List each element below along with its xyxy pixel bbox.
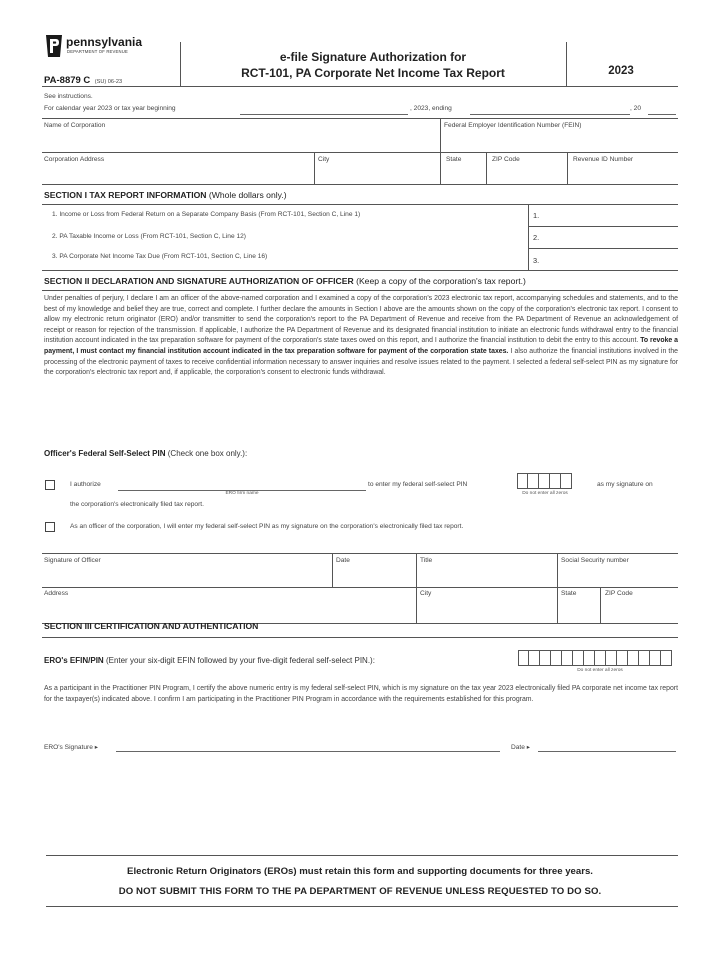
opt2-text: As an officer of the corporation, I will enter my federal self-select PIN as my signature on the corporation's electronically filed tax report. — [70, 523, 464, 530]
zip-field[interactable]: ZIP Code — [492, 156, 520, 163]
section2-heading — [44, 276, 526, 286]
pin-heading-title: Officer's Federal Self-Select PIN — [44, 449, 166, 458]
efin-digit-box[interactable] — [606, 650, 617, 666]
pin-digit-box[interactable] — [550, 473, 561, 489]
form-version: (SU) 06-23 — [94, 79, 123, 85]
ero-date-field[interactable] — [538, 751, 676, 752]
opt1-enter-pin: to enter my federal self-select PIN — [368, 481, 468, 488]
declaration-text-a: Under penalties of perjury, I declare I am an officer of the above-named corporation and I examined a copy of the corporation's 2023 electronic tax report, accompanying schedules and statements, and to the best of my knowledge and belief they are true, correct and complete. I further declare the amounts in Section I above are the amounts shown on the copy of the corporation's electronic tax report. I consent to allow my electronic return originator (ERO) and/or transmitter to send the corporation's report to the PA Department of Revenue and receive from the PA Department of Revenue an acknowledgement of receipt or reason for rejection of the transmission. If applicable, I authorize the PA Department of Revenue and its designated financial institution to initiate an electronic funds withdrawal entry to the financial institution account indicated in the tax preparation software for payment of the corporation's state taxes owed on this report, and I authorize the financial institution to debit the entry to this account. — [44, 295, 678, 345]
section2-title: SECTION II DECLARATION AND SIGNATURE AUTHORIZATION OF OFFICER — [44, 276, 354, 286]
footer-do-not-submit: DO NOT SUBMIT THIS FORM TO THE PA DEPARTMENT OF REVENUE UNLESS REQUESTED TO DO SO. — [118, 886, 602, 897]
officer-pin-boxes[interactable] — [517, 473, 572, 489]
opt1-signature-on: as my signature on — [597, 481, 653, 488]
section1-line3-num: 3. — [533, 256, 540, 265]
efin-digit-box[interactable] — [573, 650, 584, 666]
efin-digit-box[interactable] — [628, 650, 639, 666]
agency-sub: DEPARTMENT OF REVENUE — [67, 49, 128, 54]
officer-enter-pin-checkbox[interactable] — [45, 522, 55, 532]
declaration-paragraph — [44, 294, 678, 379]
period-label: For calendar year 2023 or tax year beginning — [44, 105, 176, 112]
efin-digit-box[interactable] — [650, 650, 661, 666]
efin-digit-box[interactable] — [661, 650, 672, 666]
form-title-line1: e-file Signature Authorization for — [279, 50, 467, 64]
section1-heading — [44, 190, 287, 200]
efin-digit-box[interactable] — [617, 650, 628, 666]
efin-digit-box[interactable] — [562, 650, 573, 666]
efin-caption: Do not enter all zeros — [577, 668, 623, 673]
officer-zip-field[interactable]: ZIP Code — [605, 590, 633, 597]
city-field[interactable]: City — [318, 156, 330, 163]
period-end: , 20 — [630, 105, 641, 112]
certification-paragraph: As a participant in the Practitioner PIN Program, I certify the above numeric entry is my federal self-select PIN, which is my signature on the tax year 2023 electronically filed PA corporate net income tax report for the taxpayer(s) indicated above. I confirm I am participating in the Practitioner PIN Program in accordance with the requirements established for this program. — [44, 685, 678, 703]
ero-firm-name-caption: ERO firm name — [225, 491, 259, 496]
officer-signature-field[interactable]: Signature of Officer — [44, 557, 101, 564]
efin-digit-box[interactable] — [639, 650, 650, 666]
officer-city-field[interactable]: City — [420, 590, 432, 597]
section1-line1-label: 1. Income or Loss from Federal Return on a Separate Company Basis (From RCT-101, Section C, Line 1) — [52, 211, 361, 218]
section2-note: (Keep a copy of the corporation's tax report.) — [356, 276, 526, 286]
see-instructions: See instructions. — [44, 93, 93, 100]
keystone-icon — [44, 34, 64, 58]
corporation-address-field[interactable]: Corporation Address — [44, 156, 105, 163]
efin-pin-boxes[interactable] — [518, 650, 672, 666]
officer-date-field[interactable]: Date — [336, 557, 350, 564]
section1-line2-label: 2. PA Taxable Income or Loss (From RCT-101, Section C, Line 12) — [52, 233, 246, 240]
declaration-text-bold: To revoke a payment, I must contact my financial institution account indicated in the tax preparation software for payment of the corporation state taxes. — [44, 337, 678, 355]
opt1-authorize: I authorize — [70, 481, 101, 488]
agency-name: pennsylvania — [66, 35, 143, 49]
section1-amount-column[interactable] — [528, 204, 529, 270]
efin-digit-box[interactable] — [529, 650, 540, 666]
section1-title: SECTION I TAX REPORT INFORMATION — [44, 190, 207, 200]
officer-pin-caption: Do not enter all zeros — [522, 491, 568, 496]
efin-heading — [44, 656, 375, 665]
state-field[interactable]: State — [446, 156, 462, 163]
pin-digit-box[interactable] — [561, 473, 572, 489]
efin-digit-box[interactable] — [584, 650, 595, 666]
pin-heading-note: (Check one box only.): — [167, 449, 248, 458]
efin-heading-note: (Enter your six-digit EFIN followed by your five-digit federal self-select PIN.): — [105, 656, 375, 665]
period-begin-field[interactable] — [240, 114, 408, 115]
authorize-ero-checkbox[interactable] — [45, 480, 55, 490]
period-year-field[interactable] — [648, 114, 676, 115]
period-end-field[interactable] — [470, 114, 630, 115]
declaration-text-b: I also authorize the financial institutions involved in the processing of the electronic payment of taxes to receive confidential information necessary to answer inquiries and resolve issues related to the payment. I selected a federal self-select PIN as my signature for the corporation's electronic tax report and, if applicable, the corporation's consent to electronic funds withdrawal. — [44, 347, 678, 377]
tax-year: 2023 — [608, 65, 634, 77]
period-mid: , 2023, ending — [410, 105, 452, 112]
efin-digit-box[interactable] — [518, 650, 529, 666]
pin-digit-box[interactable] — [517, 473, 528, 489]
name-of-corporation-field[interactable]: Name of Corporation — [44, 122, 106, 129]
efin-digit-box[interactable] — [595, 650, 606, 666]
fein-field[interactable]: Federal Employer Identification Number (FEIN) — [444, 122, 582, 129]
section1-line3-label: 3. PA Corporate Net Income Tax Due (From RCT-101, Section C, Line 16) — [52, 253, 268, 260]
pin-digit-box[interactable] — [539, 473, 550, 489]
officer-address-field[interactable]: Address — [44, 590, 69, 597]
ero-signature-label: ERO's Signature ▸ — [44, 744, 99, 751]
efin-digit-box[interactable] — [551, 650, 562, 666]
section1-line1-num: 1. — [533, 211, 540, 220]
opt1-filed-report: the corporation's electronically filed tax report. — [70, 501, 204, 508]
officer-title-field[interactable]: Title — [420, 557, 433, 564]
section1-line2-num: 2. — [533, 233, 540, 242]
pin-heading — [44, 449, 247, 458]
footer-retain-notice: Electronic Return Originators (EROs) must retain this form and supporting documents for three years. — [127, 866, 593, 877]
section3-heading: SECTION III CERTIFICATION AND AUTHENTICATION — [44, 621, 259, 631]
pin-digit-box[interactable] — [528, 473, 539, 489]
pa-logo — [44, 34, 164, 58]
efin-heading-title: ERO's EFIN/PIN — [44, 656, 104, 665]
form-title-line2: RCT-101, PA Corporate Net Income Tax Report — [241, 66, 505, 80]
revenue-id-field[interactable]: Revenue ID Number — [573, 156, 634, 163]
form-number-code: PA-8879 C — [44, 75, 91, 86]
officer-state-field[interactable]: State — [561, 590, 577, 597]
efin-digit-box[interactable] — [540, 650, 551, 666]
ssn-field[interactable]: Social Security number — [561, 557, 629, 564]
ero-date-label: Date ▸ — [511, 744, 531, 751]
ero-signature-field[interactable] — [116, 751, 500, 752]
section1-note: (Whole dollars only.) — [208, 190, 287, 200]
